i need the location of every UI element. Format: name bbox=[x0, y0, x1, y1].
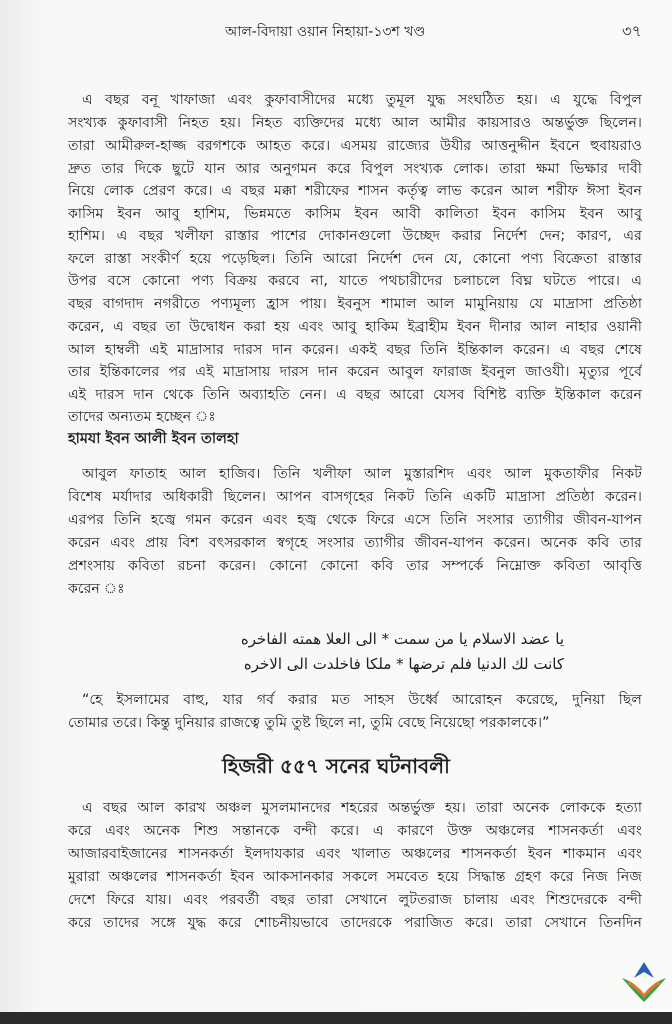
section-heading: হিজরী ৫৫৭ সনের ঘটনাবলী bbox=[222, 754, 450, 778]
text-line: বছর বাগদাদ নগরীতে পণ্যমূল্য হ্রাস পায়। ইবনুস শামাল আল মামুনিয়ায় যে মাদ্রাসা প্রতিষ্ঠা bbox=[68, 296, 642, 312]
text-line: আজারবাইজানের শাসনকর্তা ইলদাযকার এবং খালাত অঞ্চলের শাসনকর্তা ইবন শাকমান এবং bbox=[68, 846, 642, 862]
text-line: হাশিম। এ বছর খলীফা রাস্তার পাশের দোকানগুলো উচ্ছেদ করার নির্দেশ দেন; কারণ, এর bbox=[68, 228, 642, 244]
text-line: কাসিম ইবন আবু হাশিম, ভিন্নমতে কাসিম ইবন আবী কালিতা ইবন কাসিম ইবন আবু bbox=[68, 206, 642, 222]
text-line: এ বছর আল কারখ অঞ্চল মুসলমানদের শহরের অন্তর্ভুক্ত হয়। তারা অনেক লোককে হত্যা bbox=[82, 800, 642, 816]
text-line: তার ইন্তিকালের পর এই মাদ্রাসায় দারস দান করেন আবুল ফারাজ ইবনুল জাওযী। মৃত্যুর পূর্বে bbox=[68, 364, 642, 380]
text-line: প্রশংসায় কবিতা রচনা করেন। কোনো কোনো কবি তার সম্পর্কে নিম্নোক্ত কবিতা আবৃত্তি bbox=[68, 558, 642, 574]
text-line: করে এবং অনেক শিশু সন্তানকে বন্দী করে। এ কারণে উক্ত অঞ্চলের শাসনকর্তা এবং bbox=[68, 823, 642, 839]
text-line: এরপর তিনি হজ্বে গমন করেন এবং হজ্ব থেকে ফিরে এসে তিনি সংসার ত্যাগীর জীবন-যাপন bbox=[68, 512, 642, 528]
person-subheading: হামযা ইবন আলী ইবন তালহা bbox=[68, 431, 239, 447]
text-line: নিয়ে লোক প্রেরণ করে। এ বছর মক্কা শরীফের শাসন কর্তৃত্ব লাভ করেন আল শরীফ ঈসা ইবন bbox=[68, 183, 642, 199]
text-line: তোমার তরে। কিন্তু দুনিয়ার রাজত্বে তুমি তুষ্ট ছিলে না, তুমি বেছে নিয়েছো পরকালকে।” bbox=[68, 715, 550, 731]
text-line: ফলে রাস্তা সংকীর্ণ হয়ে পড়েছিল। তিনি আরো নির্দেশ দেন যে, কোনো পণ্য বিক্রেতা রাস্তার bbox=[68, 251, 642, 267]
publisher-logo-icon bbox=[620, 960, 668, 1004]
text-line: তারা আমীরুল-হাজ্জ বরগশকে আহত করে। এসময় রাজ্যের উযীর আত্তনুদ্দীন ইবনে হুবায়রাও bbox=[68, 138, 642, 154]
poem-line: یا عضد الاسلام یا من سمت * الی العلا همته الفاخره bbox=[240, 630, 564, 648]
text-line: আবুল ফাতাহ আল হাজিব। তিনি খলীফা আল মুস্তারশিদ এবং আল মুকতাফীর নিকট bbox=[82, 466, 642, 482]
text-line: “হে ইসলামের বাহু, যার গর্ব করার মত সাহস উর্ধ্বে আরোহন করেছে, দুনিয়া ছিল bbox=[82, 692, 642, 708]
poem-line: کانت لك الدنیا فلم ترضها * ملكا فاخلدت الی الاخره bbox=[243, 655, 564, 673]
text-line: আল হাম্বলী এই মাদ্রাসার দারস দান করেন। একই বছর তিনি ইন্তিকাল করেন। এ বছর শেষে bbox=[68, 342, 642, 358]
text-line: সংখ্যক কুফাবাসী নিহত হয়। নিহত ব্যক্তিদের মধ্যে আল আমীর কায়সারও অন্তর্ভুক্ত ছিলেন। bbox=[68, 115, 642, 131]
text-line: করে তাদের সঙ্গে যুদ্ধ করে শোচনীয়ভাবে তাদেরকে পরাজিত করে। তারা সেখানে তিনদিন bbox=[68, 915, 642, 931]
running-header: আল-বিদায়া ওয়ান নিহায়া-১৩শ খণ্ড bbox=[225, 24, 426, 40]
page-number: ৩৭ bbox=[622, 22, 642, 40]
scan-edge bbox=[0, 1012, 672, 1024]
text-line: করেন ঃ bbox=[68, 581, 125, 597]
text-line: বিশেষ মর্যাদার অধিকারী ছিলেন। আপন বাসগৃহের নিকট তিনি একটি মাদ্রাসা প্রতিষ্ঠা করেন। bbox=[68, 489, 642, 505]
text-line: উপর বসে কোনো পণ্য বিক্রয় করবে না, যাতে পথচারীদের চলাচলে বিঘ্ন ঘটতে পারে। এ bbox=[68, 273, 642, 289]
text-line: দ্রুত তার দিকে ছুটে যান আর অনুগমন করে বিপুল সংখ্যক লোক। তারা ক্ষমা ভিক্ষার দাবী bbox=[68, 161, 642, 177]
text-line: এই দারস দান থেকে তিনি অব্যাহতি নেন। এ বছর আরো যেসব বিশিষ্ট ব্যক্তি ইন্তিকাল করেন bbox=[68, 387, 642, 403]
text-line: তাদের অন্যতম হচ্ছেন ঃ bbox=[68, 409, 216, 425]
text-line: মুরারা অঞ্চলের শাসনকর্তা ইবন আকসানকার সকলে সমবেত হয়ে সিদ্ধান্ত গ্রহণ করে নিজ নিজ bbox=[68, 869, 642, 885]
text-line: এ বছর বনূ খাফাজা এবং কুফাবাসীদের মধ্যে তুমূল যুদ্ধ সংঘঠিত হয়। এ যুদ্ধে বিপুল bbox=[82, 92, 642, 108]
text-line: করেন এবং প্রায় বিশ বৎসরকাল স্বগৃহে সংসার ত্যাগীর জীবন-যাপন করেন। অনেক কবি তার bbox=[68, 535, 642, 551]
text-line: করেন, এ বছর তা উদ্বোধন করা হয় এবং আবু হাকিম ইব্রাহীম ইবন দীনার আল নাহার ওয়ানী bbox=[68, 319, 642, 335]
text-line: দেশে ফিরে যায়। এবং পরবর্তী বছর তারা সেখানে লুটতরাজ চালায় এবং শিশুদেরকে বন্দী bbox=[68, 892, 642, 908]
